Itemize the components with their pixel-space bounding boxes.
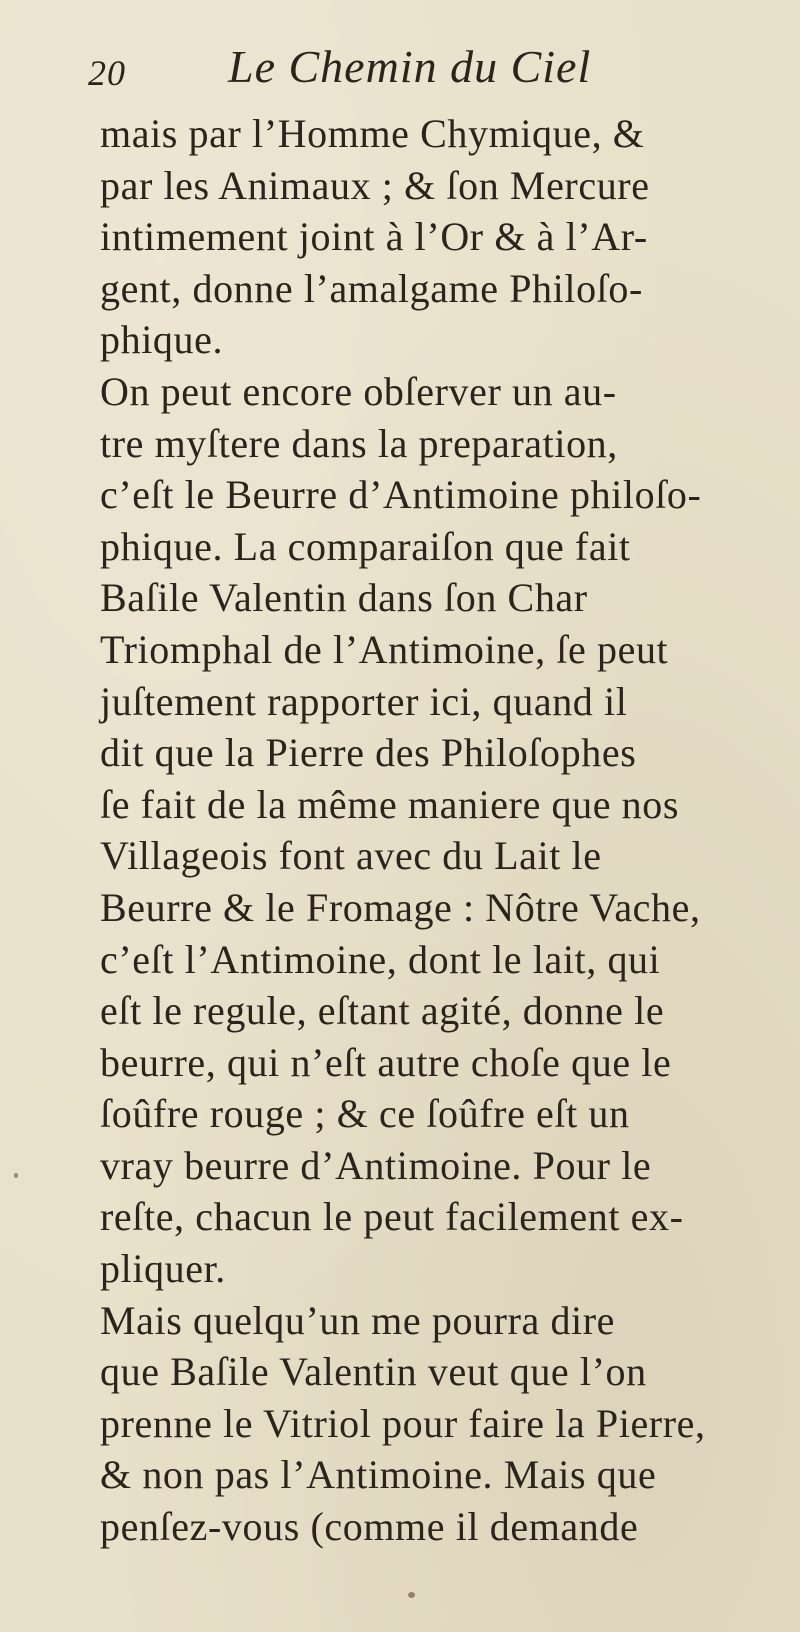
text-line: c’eſt l’Antimoine, dont le lait, qui <box>100 936 661 982</box>
text-line: gent, donne l’amalgame Philoſo- <box>100 265 643 311</box>
text-line: dit que la Pierre des Philoſophes <box>100 730 637 776</box>
text-line: intimement joint à l’Or & à l’Ar- <box>100 214 648 260</box>
text-line: beurre, qui n’eſt autre choſe que le <box>100 1039 672 1085</box>
text-line: que Baſile Valentin veut que l’on <box>100 1349 647 1395</box>
text-line: tre myſtere dans la preparation, <box>100 420 618 466</box>
text-line: pliquer. <box>100 1246 226 1292</box>
text-line: Triomphal de l’Antimoine, ſe peut <box>100 626 669 672</box>
text-line: vray beurre d’Antimoine. Pour le <box>100 1142 652 1188</box>
ink-spot <box>14 1173 18 1178</box>
body-text <box>100 108 790 1553</box>
page-header <box>88 40 728 100</box>
text-line: Beurre & le Fromage : Nôtre Vache, <box>100 884 701 930</box>
text-line: ſe fait de la même maniere que nos <box>100 781 680 827</box>
text-line: On peut encore obſerver un au- <box>100 368 617 414</box>
text-line: Mais quelqu’un me pourra dire <box>100 1297 616 1343</box>
text-line: par les Animaux ; & ſon Mercure <box>100 162 650 208</box>
text-line: Villageois font avec du Lait le <box>100 833 602 879</box>
text-line: ſoûfre rouge ; & ce ſoûfre eſt un <box>100 1091 630 1137</box>
text-line: reſte, chacun le peut facilement ex- <box>100 1194 684 1240</box>
text-line: mais par l’Homme Chymique, & <box>100 111 645 156</box>
text-line: juſtement rapporter ici, quand il <box>100 678 628 724</box>
text-line: Baſile Valentin dans ſon Char <box>100 575 588 621</box>
running-title: Le Chemin du Ciel <box>228 41 592 92</box>
text-line: & non pas l’Antimoine. Mais que <box>100 1452 657 1498</box>
text-line: penſez-vous (comme il demande <box>100 1504 639 1550</box>
text-line: c’eſt le Beurre d’Antimoine philoſo- <box>100 472 702 518</box>
ink-spot <box>408 1592 415 1598</box>
text-line: prenne le Vitriol pour faire la Pierre, <box>100 1400 706 1446</box>
text-line: phique. La comparaiſon que fait <box>100 523 631 569</box>
text-line: phique. <box>100 317 224 363</box>
text-line: eſt le regule, eſtant agité, donne le <box>100 988 665 1034</box>
page-number: 20 <box>88 53 126 93</box>
